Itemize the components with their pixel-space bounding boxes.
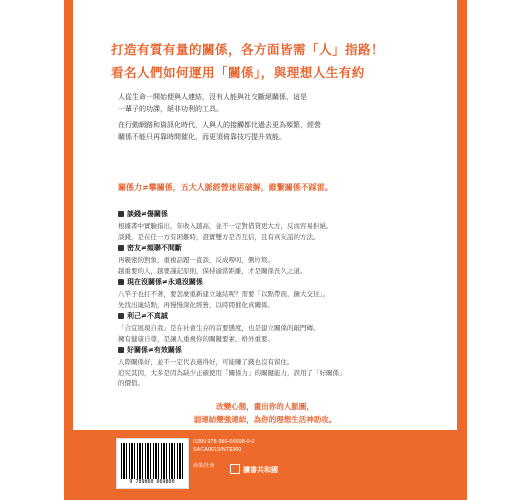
closing-line-1: 改變心態，畫出你的人脈圖，: [216, 402, 314, 411]
section-line: 越重要的人，越要謹記原則，保持適當距離，才是關係長久之道。: [118, 266, 307, 275]
bullet-square-icon: [118, 279, 124, 285]
isbn-line-1: ISBN 978-986-06698-0-0: [193, 439, 255, 445]
section-title: 好關係≠有效關係: [127, 346, 182, 354]
barcode-lines: [121, 443, 183, 479]
section-line: 追究其因，大多是因為缺少正確使用「關係力」的關鍵能力，誤用了「好關係」: [118, 368, 346, 377]
isbn-line-2: SACA0019/NT$360: [193, 447, 242, 453]
section-title: 密友≠頻聯不間斷: [127, 244, 182, 252]
section-title: 利己≠不真誠: [127, 312, 168, 320]
closing-line-2: 弱連結變強連結，為你的理想生活神助攻。: [193, 415, 337, 424]
section-no-relation: [118, 277, 436, 310]
bullet-square-icon: [118, 245, 124, 251]
section-self-interest: [118, 311, 436, 344]
barcode: [116, 438, 189, 489]
bullet-square-icon: [118, 347, 124, 353]
publisher-name: 讀書共和國: [243, 466, 278, 474]
intro-paragraph-1-line: 人從生命一開始便與人連結，沒有人能與社交斷絕關係，這是: [118, 93, 307, 101]
category-code: 商業/社會: [193, 463, 215, 469]
section-line: 人際關係好，並不一定代表過得好，可能賺了錢也沒有留住。: [118, 358, 294, 366]
section-title-row: [118, 345, 436, 355]
section-close-friends: [118, 243, 436, 276]
section-title-row: [118, 277, 436, 287]
section-line: 先找出連結點，再慢慢深化經營，以時間催化真關係。: [118, 300, 274, 309]
section-line: 再親密的對象，重複話題一直談，反成嘮叨，側垃圾。: [118, 256, 274, 264]
intro-paragraph-2-line: 關係不能只再靠時間催化，而更須倚靠技巧提升效能。: [118, 132, 286, 141]
section-line: 根據書中實驗指出，年收入越高，並不一定對借貸更大方，反而容易拒絕。: [118, 222, 333, 230]
section-money: [118, 209, 436, 242]
section-line: 談錢，是在任一方有困難時，證實雙方是否互信，且有真友誼的方法。: [118, 232, 320, 241]
publisher-logo-icon: [230, 464, 240, 474]
section-body: [118, 323, 436, 344]
intro-paragraph-1-line: 一輩子的功課，絕非功利的工具。: [118, 104, 223, 113]
intro-paragraph-2-line: 在行動網路和資訊化時代，人與人的接觸都比過去更為頻繁，經營: [118, 121, 321, 129]
bullet-square-icon: [118, 211, 124, 217]
section-line: 的價值。: [118, 379, 144, 387]
section-title-row: [118, 243, 436, 253]
key-message: 關係力≠攀關係，五大人脈經營迷思破解，維繫關係不踩雷。: [118, 183, 333, 192]
bullet-square-icon: [118, 313, 124, 319]
section-line: 擁有健康自尊，是讓人重視你的關鍵要素，格外重要。: [118, 334, 274, 343]
headline-line-2: 看名人們如何運用「關係」，與理想人生有約: [111, 65, 365, 80]
intro-paragraph-2: [118, 120, 430, 143]
section-title: 現在沒關係≠永遠沒關係: [127, 278, 203, 286]
intro-paragraph-1: [118, 92, 430, 115]
section-body: [118, 221, 436, 242]
section-good-relation: [118, 345, 436, 389]
section-line: 八竿子也打不著，要怎麼重新建立連結呢？需要「以點帶面，擴大交往」。: [118, 290, 330, 298]
section-body: [118, 289, 436, 310]
barcode-digits: 9 789860 669800: [129, 479, 175, 485]
section-line: 「合宜展現自我」是在社會生存的首要態度，也是建立關係的敲門磚。: [118, 324, 320, 332]
section-title-row: [118, 311, 436, 321]
section-body: [118, 255, 436, 276]
section-title-row: [118, 209, 436, 219]
headline-line-1: 打造有質有量的關係，各方面皆需「人」指路！: [111, 42, 385, 57]
section-title: 談錢≠傷關係: [127, 210, 168, 218]
section-body: [118, 357, 436, 389]
